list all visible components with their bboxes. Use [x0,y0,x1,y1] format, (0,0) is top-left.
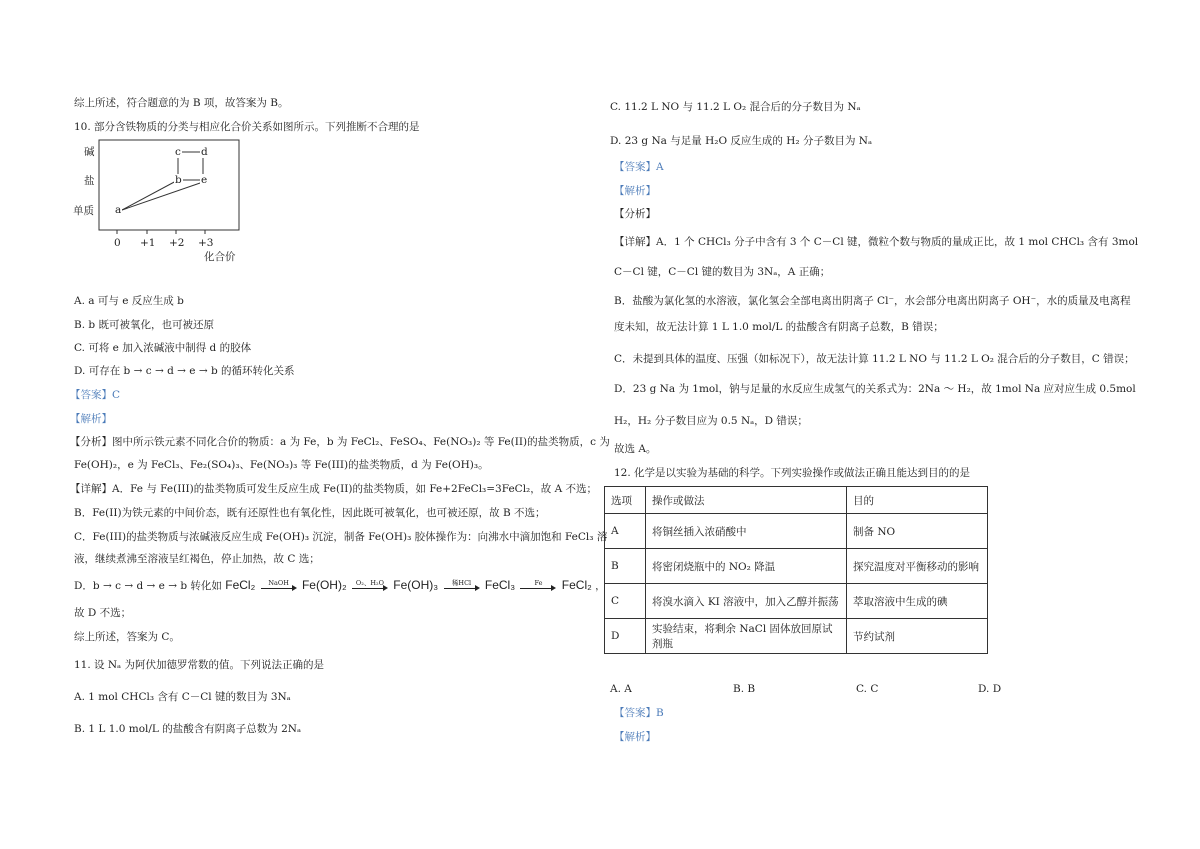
iron-valence-figure [74,138,254,268]
q11-conclusion: 故选 A。 [614,443,657,455]
q11-detail-2: C－Cl 键，C－Cl 键的数目为 3Nₐ，A 正确； [614,266,831,278]
q11-detail-5: C．未提到具体的温度、压强（如标况下），故无法计算 11.2 L NO 与 11.2 L O₂ 混合后的分子数目，C 错误； [614,353,1135,365]
table-header: 选项 [605,487,646,514]
arrow-2-label: O₂、H₂O [355,579,384,587]
table-cell: B [605,549,646,584]
experiment-table [604,486,988,654]
table-cell: 将溴水滴入 KI 溶液中，加入乙醇并振荡 [646,584,847,619]
reaction-arrow-4 [520,580,556,592]
arrow-1-label: NaOH [268,579,289,587]
question-11: 11. 设 Nₐ 为阿伏加德罗常数的值。下列说法正确的是 [74,659,324,671]
x-tick-3: +3 [198,237,214,249]
point-d: d [201,146,208,158]
y-label-base: 碱 [84,146,95,158]
q10-option-b: B. b 既可被氧化，也可被还原 [74,319,214,331]
q12-choice-b: B. B [733,683,756,695]
table-row [605,514,988,549]
species-2: Fe(OH)₂ [301,578,347,592]
table-header: 操作或做法 [646,487,847,514]
x-tick-2: +2 [169,237,185,249]
table-header-row [605,487,988,514]
x-tick-1: +1 [140,237,156,249]
q10-detail-d [74,578,606,593]
q10-conclusion: 综上所述，答案为 C。 [74,631,180,643]
q10-answer: 【答案】C [70,389,121,401]
q10-analysis-1: 【分析】图中所示铁元素不同化合价的物质：a 为 Fe，b 为 FeCl₂、FeSO₄、Fe(NO₃)₂ 等 Fe(II)的盐类物质，c 为 [70,436,610,448]
point-c: c [175,146,181,158]
q10-detail-c2: 液，继续煮沸至溶液呈红褐色，停止加热，故 C 选； [74,553,320,565]
question-10: 10. 部分含铁物质的分类与相应化合价关系如图所示。下列推断不合理的是 [74,121,420,133]
q10-detail-d-end: 故 D 不选； [74,607,132,619]
q10-analysis-tag: 【解析】 [70,413,112,425]
species-3: Fe(OH)₃ [393,578,439,592]
q10-detail-c1: C．Fe(III)的盐类物质与浓碱液反应生成 Fe(OH)₃ 沉淀，制备 Fe(OH)₃ 胶体操作为：向沸水中滴加饱和 FeCl₃ 溶 [74,531,608,543]
q11-detail-6: D．23 g Na 为 1mol，钠与足量的水反应生成氢气的关系式为：2Na ～ H₂，故 1mol Na 应对应生成 0.5mol [614,383,1136,395]
reaction-arrow-2 [352,580,388,592]
table-cell: 探究温度对平衡移动的影响 [847,549,988,584]
x-axis-title: 化合价 [204,251,236,263]
q10-option-d: D. 可存在 b → c → d → e → b 的循环转化关系 [74,365,295,377]
table-cell: 萃取溶液中生成的碘 [847,584,988,619]
detail-d-prefix: D．b → c → d → e → b 转化如 [74,580,222,592]
q11-detail-4: 度未知，故无法计算 1 L 1.0 mol/L 的盐酸含有阴离子总数，B 错误； [614,321,944,333]
point-e: e [201,174,208,186]
question-12: 12. 化学是以实验为基础的科学。下列实验操作或做法正确且能达到目的的是 [614,467,971,479]
table-cell: D [605,619,646,654]
q11-option-c: C. 11.2 L NO 与 11.2 L O₂ 混合后的分子数目为 Nₐ [610,101,861,113]
y-label-salt: 盐 [84,175,95,187]
q12-choice-a: A. A [610,683,632,695]
point-a: a [115,204,122,216]
q11-analysis: 【分析】 [614,208,656,220]
table-row [605,549,988,584]
q10-analysis-2: Fe(OH)₂，e 为 FeCl₃、Fe₂(SO₄)₃、Fe(NO₃)₃ 等 Fe(III)的盐类物质，d 为 Fe(OH)₃。 [74,459,489,471]
q10-detail-a: 【详解】A．Fe 与 Fe(III)的盐类物质可发生反应生成 Fe(II)的盐类物质，如 Fe+2FeCl₃=3FeCl₂，故 A 不选； [70,483,598,495]
x-tick-0: 0 [114,237,121,249]
table-cell: 将铜丝插入浓硝酸中 [646,514,847,549]
table-row [605,584,988,619]
table-cell: 将密闭烧瓶中的 NO₂ 降温 [646,549,847,584]
point-b: b [175,174,182,186]
q12-answer: 【答案】B [614,707,664,719]
summary-line: 综上所述，符合题意的为 B 项，故答案为 B。 [74,97,289,109]
y-label-element: 单质 [73,205,94,217]
q10-detail-b: B．Fe(II)为铁元素的中间价态，既有还原性也有氧化性，因此既可被氧化，也可被还原，故 B 不选； [74,507,546,519]
species-1: FeCl₂ [225,578,256,592]
table-header: 目的 [847,487,988,514]
table-cell: 实验结束，将剩余 NaCl 固体放回原试剂瓶 [646,619,847,654]
arrow-3-label: 稀HCl [451,579,472,587]
q11-answer: 【答案】A [614,161,664,173]
q11-analysis-tag: 【解析】 [614,185,656,197]
species-5: FeCl₂ [561,578,592,592]
detail-d-suffix: ， [595,580,606,592]
q10-option-a: A. a 可与 e 反应生成 b [74,295,184,307]
q11-detail-3: B．盐酸为氯化氢的水溶液，氯化氢会全部电离出阴离子 Cl⁻，水会部分电离出阴离子 OH⁻，水的质量及电离程 [614,295,1131,307]
q11-option-a: A. 1 mol CHCl₃ 含有 C－Cl 键的数目为 3Nₐ [74,691,291,703]
q12-choice-d: D. D [978,683,1002,695]
table-cell: A [605,514,646,549]
q12-analysis-tag: 【解析】 [614,731,656,743]
q11-option-d: D. 23 g Na 与足量 H₂O 反应生成的 H₂ 分子数目为 Nₐ [610,135,873,147]
q11-detail-1: 【详解】A．1 个 CHCl₃ 分子中含有 3 个 C－Cl 键，微粒个数与物质的量成正比，故 1 mol CHCl₃ 含有 3mol [614,236,1139,248]
arrow-4-label: Fe [534,579,543,587]
table-cell: C [605,584,646,619]
table-cell: 节约试剂 [847,619,988,654]
reaction-arrow-1 [261,580,297,592]
species-4: FeCl₃ [484,578,516,592]
table-cell: 制备 NO [847,514,988,549]
q10-option-c: C. 可将 e 加入浓碱液中制得 d 的胶体 [74,342,252,354]
q11-detail-7: H₂，H₂ 分子数目应为 0.5 Nₐ，D 错误； [614,415,808,427]
q12-choice-c: C. C [856,683,879,695]
reaction-arrow-3 [444,580,480,592]
table-row [605,619,988,654]
q11-option-b: B. 1 L 1.0 mol/L 的盐酸含有阴离子总数为 2Nₐ [74,723,301,735]
